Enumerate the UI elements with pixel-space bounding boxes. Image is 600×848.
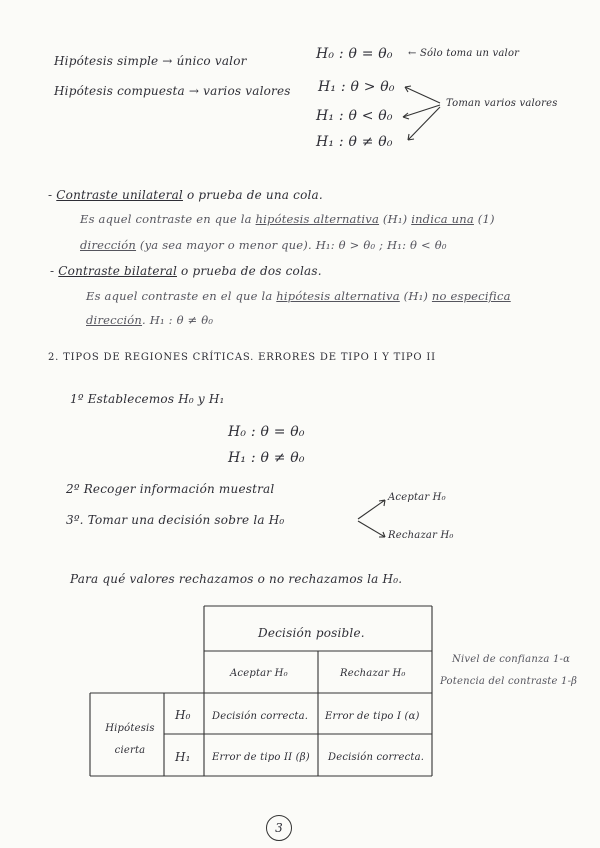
- h1-greater: H₁ : θ > θ₀: [318, 79, 395, 95]
- col-reject: Rechazar H₀: [340, 668, 406, 679]
- step1: 1º Establecemos H₀ y H₁: [70, 392, 225, 406]
- arrow-to-h1b: [403, 105, 440, 117]
- page-number: 3: [266, 815, 292, 841]
- step1-h1: H₁ : θ ≠ θ₀: [228, 450, 305, 466]
- h1-less: H₁ : θ < θ₀: [316, 108, 393, 124]
- unilateral-title: - Contraste unilateral o prueba de una cola.: [48, 188, 323, 202]
- h1-note: Toman varios valores: [446, 98, 558, 109]
- step3: 3º. Tomar una decisión sobre la H₀: [66, 513, 285, 527]
- unilateral-line2: dirección (ya sea mayor o menor que). H₁: θ > θ₀ ; H₁: θ < θ₀: [80, 238, 447, 252]
- cell-correct-2: Decisión correcta.: [328, 752, 425, 763]
- simple-hypothesis: Hipótesis simple → único valor: [54, 54, 247, 68]
- h0-simple: H₀ : θ = θ₀: [316, 46, 393, 62]
- power-note: Potencia del contraste 1-β: [440, 676, 578, 687]
- bilateral-line2: dirección. H₁ : θ ≠ θ₀: [86, 313, 214, 327]
- step2: 2º Recoger información muestral: [66, 482, 275, 496]
- unilateral-line1: Es aquel contraste en que la hipótesis alternativa (H₁) indica una (1): [80, 212, 495, 226]
- confidence-note: Nivel de confianza 1-α: [452, 654, 571, 665]
- accept-h0: Aceptar H₀: [388, 492, 446, 503]
- row-h1: H₁: [175, 750, 191, 764]
- row-h0: H₀: [175, 708, 191, 722]
- col-accept: Aceptar H₀: [230, 668, 288, 679]
- cell-type1-error: Error de tipo I (α): [325, 711, 420, 722]
- arrow-to-h1c: [408, 107, 440, 140]
- bilateral-line1: Es aquel contraste en el que la hipótesis alternativa (H₁) no especifica: [86, 289, 511, 303]
- hypothesis-arrows: [403, 86, 440, 140]
- h0-note: ← Sólo toma un valor: [408, 48, 520, 59]
- question: Para qué valores rechazamos o no rechazamos la H₀.: [70, 572, 403, 586]
- arrow-to-h1a: [405, 87, 440, 103]
- cell-type2-error: Error de tipo II (β): [212, 752, 310, 763]
- section2-heading: 2. TIPOS DE REGIONES CRÍTICAS. ERRORES DE TIPO I Y TIPO II: [48, 352, 436, 363]
- decision-header: Decisión posible.: [258, 626, 365, 640]
- decision-arrows: [358, 500, 385, 537]
- h1-not-equal: H₁ : θ ≠ θ₀: [316, 134, 393, 150]
- composite-hypothesis: Hipótesis compuesta → varios valores: [54, 84, 291, 98]
- row-group-label: Hipótesis cierta: [105, 723, 155, 756]
- cell-correct-1: Decisión correcta.: [212, 711, 309, 722]
- reject-h0: Rechazar H₀: [388, 530, 454, 541]
- step1-h0: H₀ : θ = θ₀: [228, 424, 305, 440]
- bilateral-title: - Contraste bilateral o prueba de dos colas.: [50, 264, 322, 278]
